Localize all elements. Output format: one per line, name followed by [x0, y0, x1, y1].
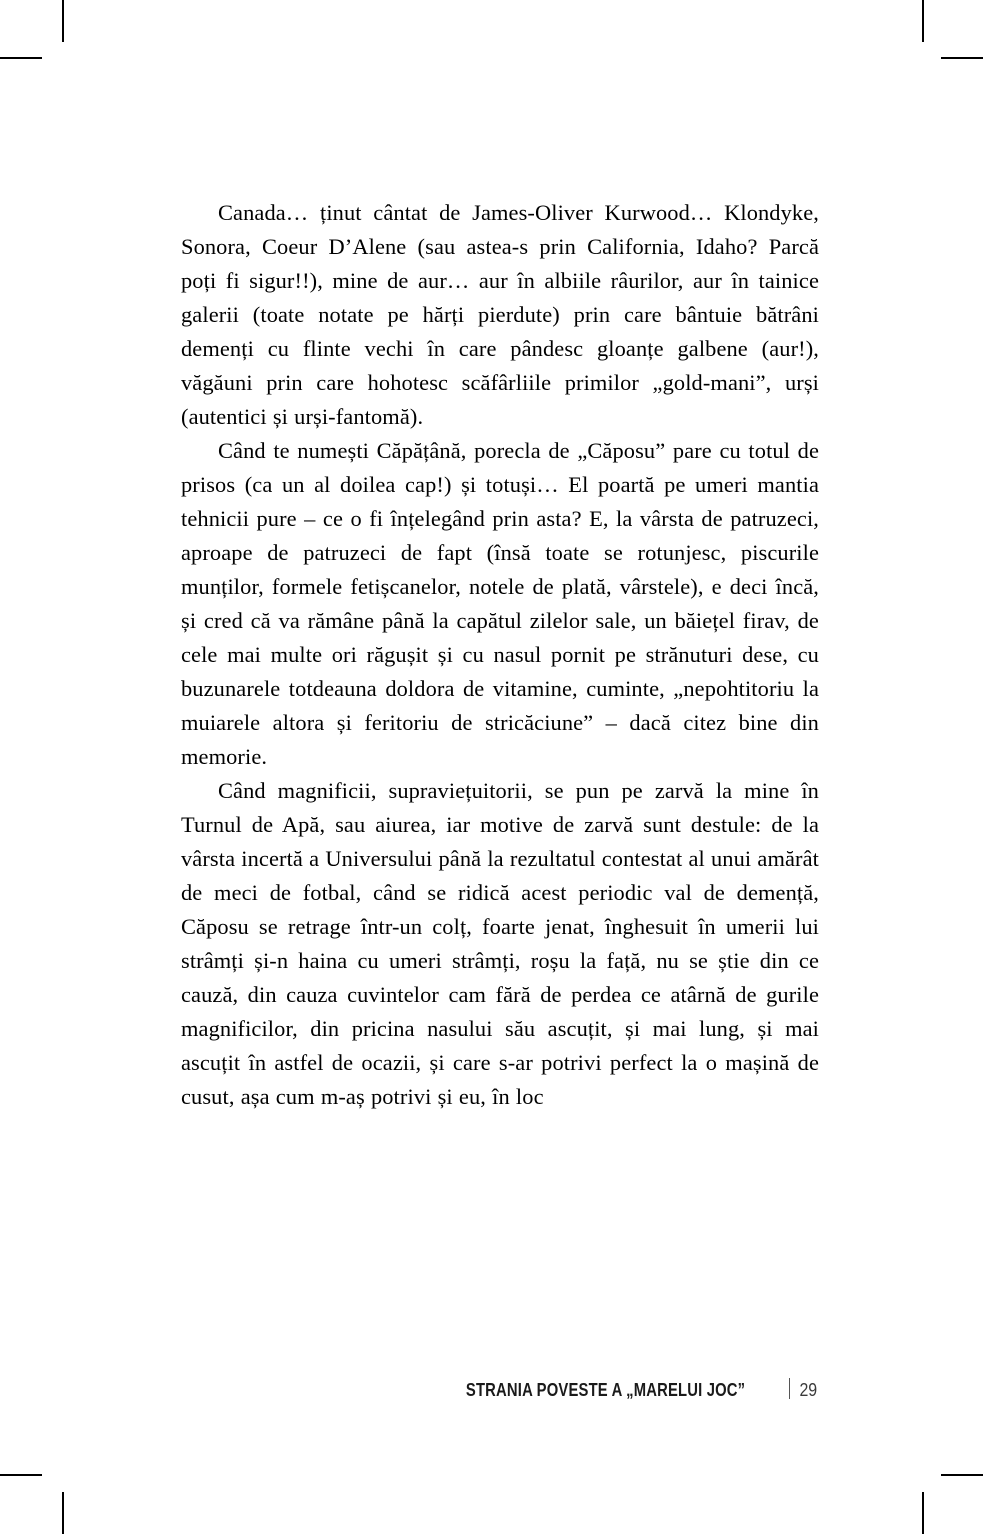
crop-mark-bottom-right-horizontal — [941, 1474, 983, 1476]
crop-mark-top-left-vertical — [62, 0, 64, 42]
paragraph: Canada… ținut cântat de James-Oliver Kurwood… Klondyke, Sonora, Coeur D’Alene (sau astea-s prin California, Idaho? Parcă poți fi sigur!!), mine de aur… aur în albiile râurilor, aur în tainice galerii (toate notate pe hărți pierdute) prin care bântuie bătrâni demenți cu flinte vechi în care pândesc gloanțe galbene (aur!), văgăuni prin care hohotesc scăfârliile primilor „gold-mani”, urși (autentici și urși-fantomă). — [181, 200, 819, 429]
paragraph: Când te numești Căpățână, porecla de „Căposu” pare cu totul de prisos (ca un al doilea cap!) și totuși… El poartă pe umeri mantia tehnicii pure – ce o fi înțelegând prin asta? E, la vârsta de patruzeci, aproape de patruzeci de fapt (însă toate se rotunjesc, piscurile munților, formele fetișcanelor, notele de plată, vârstele), e deci încă, și cred că va rămâne până la capătul zilelor sale, un băiețel firav, de cele mai multe ori răgușit și cu nasul pornit pe strănuturi dese, cu buzunarele totdeauna doldora de vitamine, cuminte, „nepohtitoriu la muiarele altora și feritoriu de stricăciune” – dacă citez bine din memorie. — [181, 438, 819, 769]
page-number: 29 — [799, 1379, 818, 1400]
footer-separator-rule — [789, 1378, 790, 1399]
body-text-block — [181, 196, 819, 1114]
crop-mark-bottom-right-vertical — [922, 1492, 924, 1534]
crop-mark-bottom-left-vertical — [62, 1492, 64, 1534]
crop-mark-top-right-horizontal — [941, 57, 983, 59]
running-title: STRANIA POVESTE A „MARELUI JOC” — [466, 1379, 746, 1400]
page-footer — [181, 1375, 819, 1401]
crop-mark-top-left-horizontal — [0, 57, 42, 59]
crop-mark-top-right-vertical — [922, 0, 924, 42]
paragraph: Când magnificii, supraviețuitorii, se pun pe zarvă la mine în Turnul de Apă, sau aiurea, iar motive de zarvă sunt destule: de la vârsta incertă a Universului până la rezultatul contestat al unui amărât de meci de fotbal, când se ridică acest periodic val de demență, Căposu se retrage într-un colț, foarte jenat, înghesuit în umerii lui strâmți și-n haina cu umeri strâmți, roșu la față, nu se știe din ce cauză, din cauza cuvintelor cam fără de perdea ce atârnă de gurile magnificilor, din pricina nasului său ascuțit, și mai lung, și mai ascuțit în astfel de ocazii, și care s-ar potrivi perfect la o mașină de cusut, așa cum m-aș potrivi și eu, în loc — [181, 778, 819, 1109]
crop-mark-bottom-left-horizontal — [0, 1474, 42, 1476]
